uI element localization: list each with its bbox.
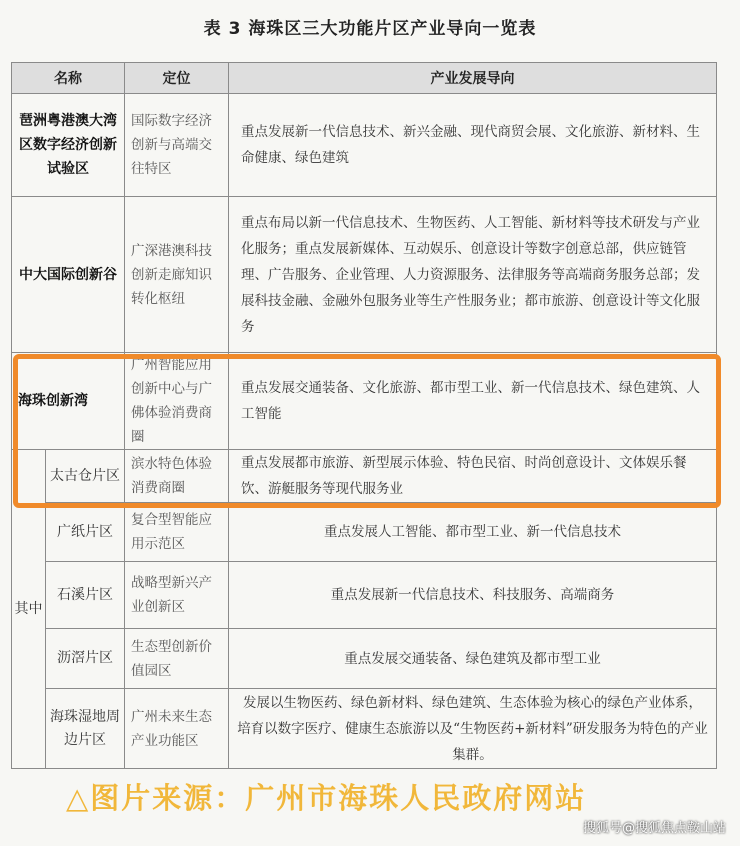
table-row [12,94,717,197]
table-row [12,629,717,689]
sub-zone-direction: 重点发展人工智能、都市型工业、新一代信息技术 [229,503,717,562]
sub-zone-name: 广纸片区 [46,503,125,562]
sub-zones-label: 其中 [12,450,46,769]
zone-name: 海珠创新湾 [12,353,125,450]
sub-zone-direction: 重点发展都市旅游、新型展示体验、特色民宿、时尚创意设计、文体娱乐餐饮、游艇服务等现代服务业 [229,450,717,503]
zone-direction: 重点布局以新一代信息技术、生物医药、人工智能、新材料等技术研发与产业化服务；重点发展新媒体、互动娱乐、创意设计等数字创意总部，供应链管理、广告服务、企业管理、人力资源服务、法律服务等高端商务服务总部；发展科技金融、金融外包服务业等生产性服务业；都市旅游、创意设计等文化服务 [229,197,717,353]
sub-zone-direction: 发展以生物医药、绿色新材料、绿色建筑、生态体验为核心的绿色产业体系，培育以数字医疗、健康生态旅游以及“生物医药+新材料”研发服务为特色的产业集群。 [229,689,717,769]
sub-zone-position: 广州未来生态产业功能区 [125,689,229,769]
sub-zone-direction: 重点发展新一代信息技术、科技服务、高端商务 [229,562,717,629]
header-direction: 产业发展导向 [229,63,717,94]
industry-table [11,62,717,769]
sub-zone-name: 海珠湿地周边片区 [46,689,125,769]
table-header-row [12,63,717,94]
table-row [12,353,717,450]
zone-name: 中大国际创新谷 [12,197,125,353]
sub-zone-position: 复合型智能应用示范区 [125,503,229,562]
sub-zone-position: 滨水特色体验消费商圈 [125,450,229,503]
sub-zone-position: 战略型新兴产业创新区 [125,562,229,629]
header-position: 定位 [125,63,229,94]
sub-zone-direction: 重点发展交通装备、绿色建筑及都市型工业 [229,629,717,689]
zone-position: 广州智能应用创新中心与广佛体验消费商圈 [125,353,229,450]
sub-zone-name: 石溪片区 [46,562,125,629]
table-row [12,503,717,562]
zone-position: 广深港澳科技创新走廊知识转化枢纽 [125,197,229,353]
sub-zone-name: 太古仓片区 [46,450,125,503]
table-row [12,562,717,629]
zone-direction: 重点发展新一代信息技术、新兴金融、现代商贸会展、文化旅游、新材料、生命健康、绿色建筑 [229,94,717,197]
watermark: 搜狐号@搜狐焦点鞍山站 [582,821,726,836]
zone-name: 琶洲粤港澳大湾区数字经济创新试验区 [12,94,125,197]
sub-zone-name: 沥滘片区 [46,629,125,689]
zone-direction: 重点发展交通装备、文化旅游、都市型工业、新一代信息技术、绿色建筑、人工智能 [229,353,717,450]
sub-zone-position: 生态型创新价值园区 [125,629,229,689]
table-row [12,197,717,353]
table-title: 表 3 海珠区三大功能片区产业导向一览表 [203,19,537,39]
table-row [12,689,717,769]
table-row [12,450,717,503]
header-name: 名称 [12,63,125,94]
zone-position: 国际数字经济创新与高端交往特区 [125,94,229,197]
source-caption: △图片来源：广州市海珠人民政府网站 [66,781,587,815]
